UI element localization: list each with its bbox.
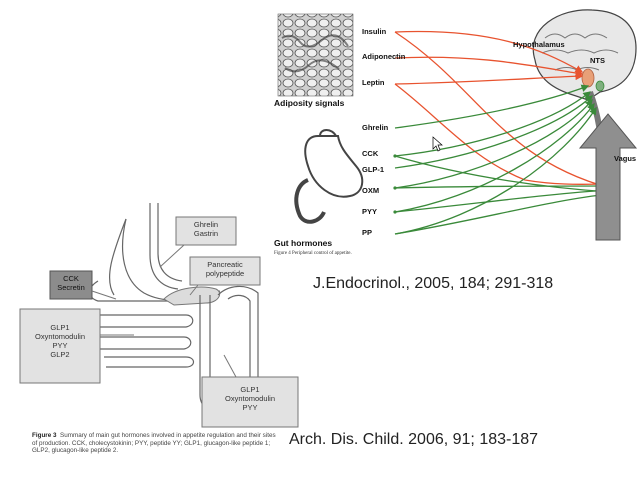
brain-image xyxy=(533,10,636,148)
hypothalamus-marker xyxy=(582,69,594,87)
box-line: GLP1 xyxy=(50,323,70,332)
box-line: PYY xyxy=(242,403,258,412)
box-line: Oxyntomodulin xyxy=(224,394,276,403)
figure3-caption-label: Figure 3 xyxy=(32,432,57,439)
figure4-caption: Figure 4 Peripheral control of appetite. xyxy=(274,251,352,256)
hormone-label-oxm: OXM xyxy=(362,186,380,195)
pancreatic-polypeptide-text xyxy=(190,260,260,278)
citation-arch-dis-child: Arch. Dis. Child. 2006, 91; 183-187 xyxy=(289,431,539,448)
box-line: Pancreatic xyxy=(207,260,243,269)
vagus-label: Vagus xyxy=(614,154,637,163)
box-line: PYY xyxy=(52,341,68,350)
hypothalamus-label: Hypothalamus xyxy=(513,40,565,49)
figure3-caption xyxy=(32,432,282,455)
adiposity-signals-title: Adiposity signals xyxy=(274,98,345,108)
hormone-label-leptin: Leptin xyxy=(362,78,385,87)
peripheral-control-figure xyxy=(270,8,640,263)
figure3-caption-text: Summary of main gut hormones involved in appetite regulation and their sites of production. CCK, cholecystokinin; PYY, peptide YY; GLP1, glucagon-like peptide 1; GLP2, glucagon-like peptide 2. xyxy=(32,432,276,455)
peripheral-control-diagram xyxy=(270,8,640,263)
gut-hormones-title: Gut hormones xyxy=(274,238,333,248)
adipose-tissue-image xyxy=(278,14,353,96)
gut-hormone-arrows xyxy=(395,86,610,234)
hormone-label-cck: CCK xyxy=(362,149,379,158)
box-line: Gastrin xyxy=(193,229,219,238)
nts-marker xyxy=(596,81,604,91)
box-line: GLP1 xyxy=(240,385,260,394)
hormone-label-pyy: PYY xyxy=(362,207,378,216)
hormone-label-pp: PP xyxy=(362,228,373,237)
small-intestine-hormones-text xyxy=(20,323,100,359)
nts-label: NTS xyxy=(590,56,605,65)
ghrelin-gastrin-text xyxy=(176,220,236,238)
citation-endocrinol: J.Endocrinol., 2005, 184; 291-318 xyxy=(313,275,554,292)
box-line: Ghrelin xyxy=(193,220,219,229)
vagus-arrow xyxy=(580,114,636,240)
box-line: Secretin xyxy=(57,283,85,292)
box-line: Oxyntomodulin xyxy=(34,332,86,341)
hormone-label-ghrelin: Ghrelin xyxy=(362,123,389,132)
box-line: GLP2 xyxy=(50,350,70,359)
hormone-label-adiponectin: Adiponectin xyxy=(362,52,406,61)
hormone-label-glp1: GLP-1 xyxy=(362,165,385,174)
box-line: polypeptide xyxy=(205,269,245,278)
hormone-label-insulin: Insulin xyxy=(362,27,387,36)
colon-hormones-text xyxy=(202,385,298,412)
cck-secretin-text xyxy=(50,274,92,292)
box-line: CCK xyxy=(63,274,79,283)
